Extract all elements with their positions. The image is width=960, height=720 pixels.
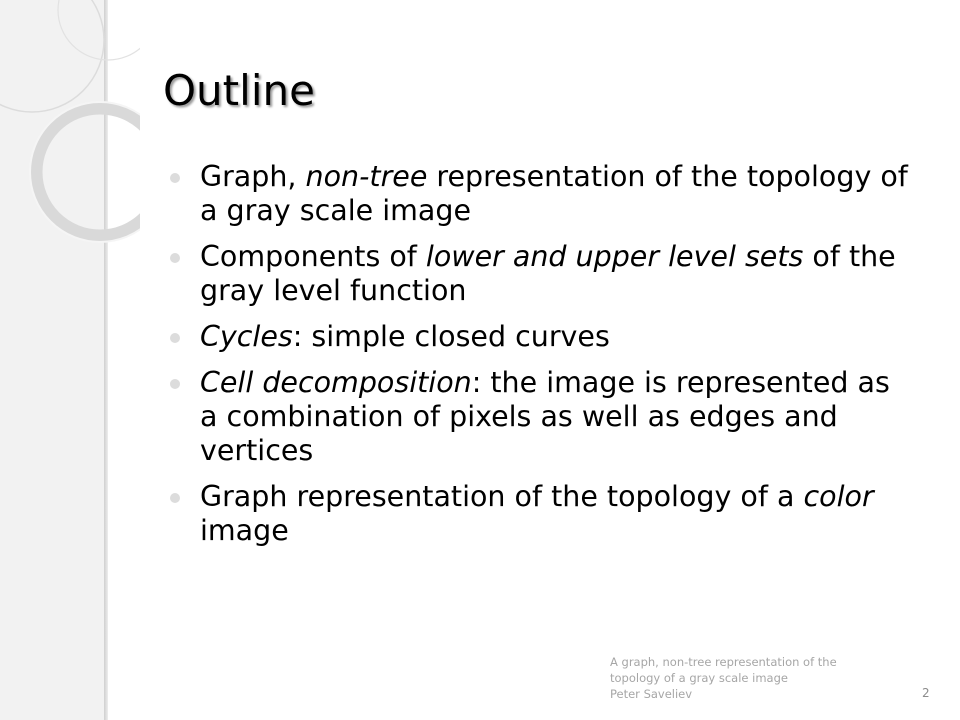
footer-line: topology of a gray scale image (610, 671, 788, 685)
ring-highlight (30, 102, 140, 242)
decorative-circles (0, 0, 140, 260)
bullet-text-italic: non-tree (305, 160, 428, 193)
thin-arc-small (58, 0, 140, 60)
bullet-dot-icon (170, 333, 180, 343)
bullet-item (168, 240, 908, 308)
bullet-text: image (200, 514, 289, 547)
bullet-text: : simple closed curves (292, 320, 610, 353)
bullet-text-italic: lower and upper level sets (425, 240, 804, 273)
thick-ring (36, 108, 140, 236)
bullet-item (168, 160, 908, 228)
bullet-text: : the image is represented as a combination of pixels as well as edges and vertices (200, 366, 890, 467)
footer-text (610, 654, 880, 702)
bullet-dot-icon (170, 379, 180, 389)
footer-line: Peter Saveliev (610, 687, 693, 701)
bullet-text: Components of (200, 240, 426, 273)
bullet-item (168, 320, 908, 354)
bullet-text-italic: Cycles (200, 320, 293, 353)
slide-title: Outline (163, 66, 315, 115)
bullet-dot-icon (170, 493, 180, 503)
bullet-text-italic: color (803, 480, 874, 513)
bullet-dot-icon (170, 173, 180, 183)
bullet-text: Graph, (200, 160, 306, 193)
bullet-list (168, 160, 908, 560)
bullet-item (168, 480, 908, 548)
bullet-text: Graph representation of the topology of a (200, 480, 804, 513)
page-number: 2 (922, 686, 930, 700)
bullet-text: of the gray level function (200, 240, 896, 307)
bullet-text: representation of the topology of a gray scale image (200, 160, 908, 227)
footer-line: A graph, non-tree representation of the (610, 655, 837, 669)
bullet-dot-icon (170, 253, 180, 263)
bullet-item (168, 366, 908, 468)
bullet-text-italic: Cell decomposition (200, 366, 472, 399)
